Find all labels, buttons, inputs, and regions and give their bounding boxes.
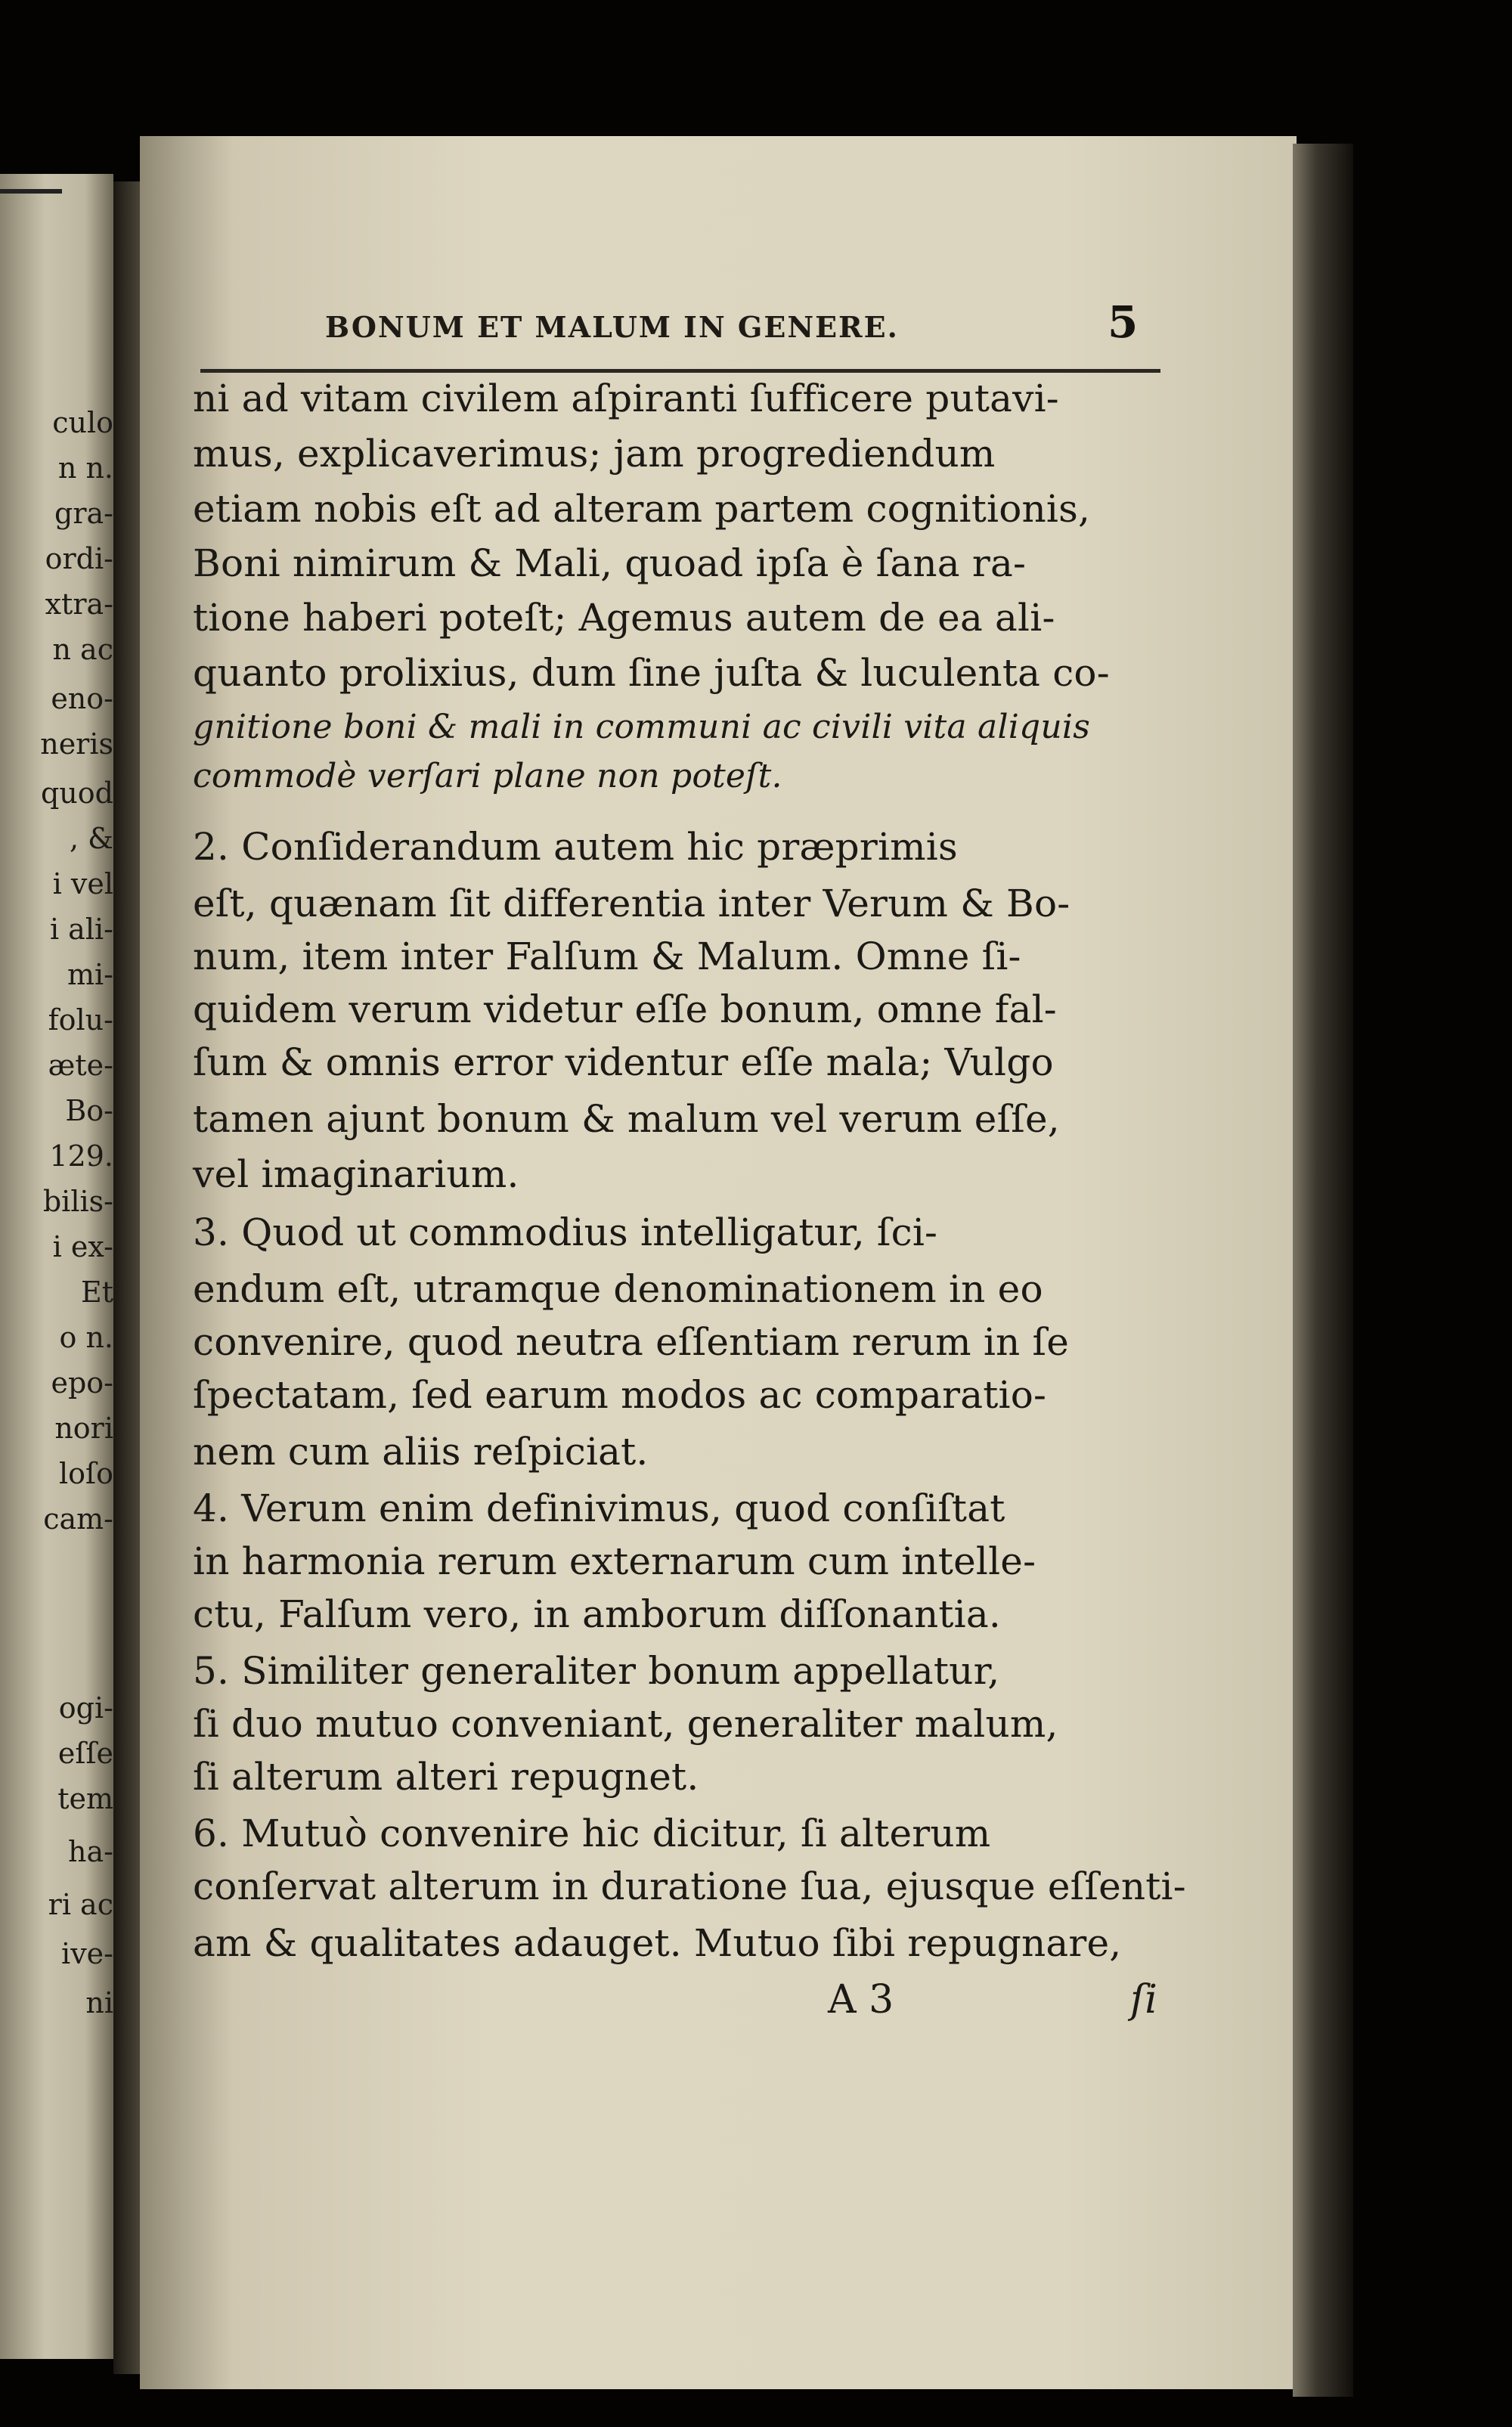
text-line: nem cum aliis reſpiciat. xyxy=(193,1430,649,1474)
text-line: 2. Conſiderandum autem hic præprimis xyxy=(193,825,958,869)
text-line: endum eſt, utramque denominationem in eo xyxy=(193,1267,1043,1311)
left-page-rule xyxy=(0,189,62,194)
left-page-fragment: epo- xyxy=(51,1366,113,1399)
left-page-fragment: gra- xyxy=(54,497,113,530)
text-line: convenire, quod neutra eſſentiam rerum in ſe xyxy=(193,1320,1069,1364)
left-page-fragment: eno- xyxy=(51,682,113,715)
text-line: tamen ajunt bonum & malum vel verum eſſe, xyxy=(193,1097,1060,1141)
left-page-fragment: Et xyxy=(80,1275,113,1309)
text-line: quidem verum videtur eſſe bonum, omne fal- xyxy=(193,987,1057,1031)
text-line: quanto prolixius, dum ſine juſta & luculenta co- xyxy=(193,651,1110,695)
left-page-fragment: folu- xyxy=(48,1003,113,1037)
left-page-fragment: ogi- xyxy=(58,1691,113,1725)
text-line: Boni nimirum & Mali, quoad ipſa è ſana ra- xyxy=(193,541,1027,585)
text-line: ſum & omnis error videntur eſſe mala; Vulgo xyxy=(193,1040,1054,1084)
page-edge xyxy=(1293,144,1353,2397)
running-head: BONUM ET MALUM IN GENERE. xyxy=(325,310,899,344)
text-line: ni ad vitam civilem aſpiranti ſufficere putavi- xyxy=(193,377,1059,420)
header-rule xyxy=(200,369,1160,373)
left-page-fragment: quod xyxy=(40,776,113,810)
text-line: 6. Mutuò convenire hic dicitur, ſi alterum xyxy=(193,1812,991,1855)
text-line: commodè verſari plane non poteſt. xyxy=(193,757,782,795)
left-page-fragment: Bo- xyxy=(65,1094,113,1127)
text-line: mus, explicaverimus; jam progrediendum xyxy=(193,432,996,476)
text-line: vel imaginarium. xyxy=(193,1152,519,1196)
left-page-fragment: o n. xyxy=(59,1321,113,1354)
text-line: num, item inter Falſum & Malum. Omne ſi- xyxy=(193,935,1021,978)
text-line: 4. Verum enim definivimus, quod conſiſtat xyxy=(193,1486,1005,1530)
text-line: tione haberi poteſt; Agemus autem de ea ali- xyxy=(193,596,1055,640)
left-page-fragment: i ali- xyxy=(49,913,113,946)
left-page-fragment: nori xyxy=(54,1412,113,1445)
left-page-fragment: mi- xyxy=(67,958,113,991)
text-line: 5. Similiter generaliter bonum appellatur, xyxy=(193,1649,1000,1693)
left-page-fragment: ordi- xyxy=(45,542,113,575)
left-page-fragment: ri ac xyxy=(48,1888,113,1921)
text-line: in harmonia rerum externarum cum intelle- xyxy=(193,1539,1036,1583)
left-page-fragment: ni xyxy=(85,1986,113,2019)
left-page-fragment: , & xyxy=(70,822,113,855)
text-line: conſervat alterum in duratione ſua, ejusque eſſenti- xyxy=(193,1864,1186,1908)
left-page-fragment: 129. xyxy=(49,1139,113,1173)
left-page-fragment: æte- xyxy=(48,1049,113,1082)
text-line: am & qualitates adauget. Mutuo ſibi repugnare, xyxy=(193,1921,1122,1965)
left-page-fragment: ive- xyxy=(61,1937,113,1970)
page-number: 5 xyxy=(1108,296,1139,348)
text-line: ſi alterum alteri repugnet. xyxy=(193,1755,699,1799)
text-line: ſpectatam, ſed earum modos ac comparatio- xyxy=(193,1373,1047,1417)
left-page-fragment: n n. xyxy=(57,451,113,485)
text-line: ctu, Falſum vero, in amborum diſſonantia. xyxy=(193,1592,1001,1636)
left-page-fragment: xtra- xyxy=(45,587,113,621)
left-page-fragment: neris xyxy=(40,727,113,761)
text-line: ſi duo mutuo conveniant, generaliter malum, xyxy=(193,1702,1058,1746)
left-page-fragment: eſſe xyxy=(57,1737,113,1770)
text-line: eſt, quænam ſit differentia inter Verum & Bo- xyxy=(193,882,1070,925)
left-page-fragment: tem xyxy=(57,1782,113,1815)
text-line: etiam nobis eſt ad alteram partem cognitionis, xyxy=(193,487,1091,531)
text-line: 3. Quod ut commodius intelligatur, ſci- xyxy=(193,1210,938,1254)
left-page-fragment: culo xyxy=(52,406,113,439)
left-page-fragment: n ac xyxy=(52,633,113,666)
left-page-fragment: ha- xyxy=(68,1835,113,1868)
catchword: ſi xyxy=(1130,1977,1157,2022)
text-line: gnitione boni & mali in communi ac civili vita aliquis xyxy=(193,708,1090,746)
left-page-fragment: loſo xyxy=(59,1457,113,1490)
left-page-fragment: bilis- xyxy=(42,1185,113,1218)
signature-mark: A 3 xyxy=(828,1977,894,2022)
left-page-fragment: i ex- xyxy=(52,1230,113,1263)
left-page-fragment: cam- xyxy=(43,1502,113,1536)
left-page-fragment: i vel xyxy=(52,867,113,900)
